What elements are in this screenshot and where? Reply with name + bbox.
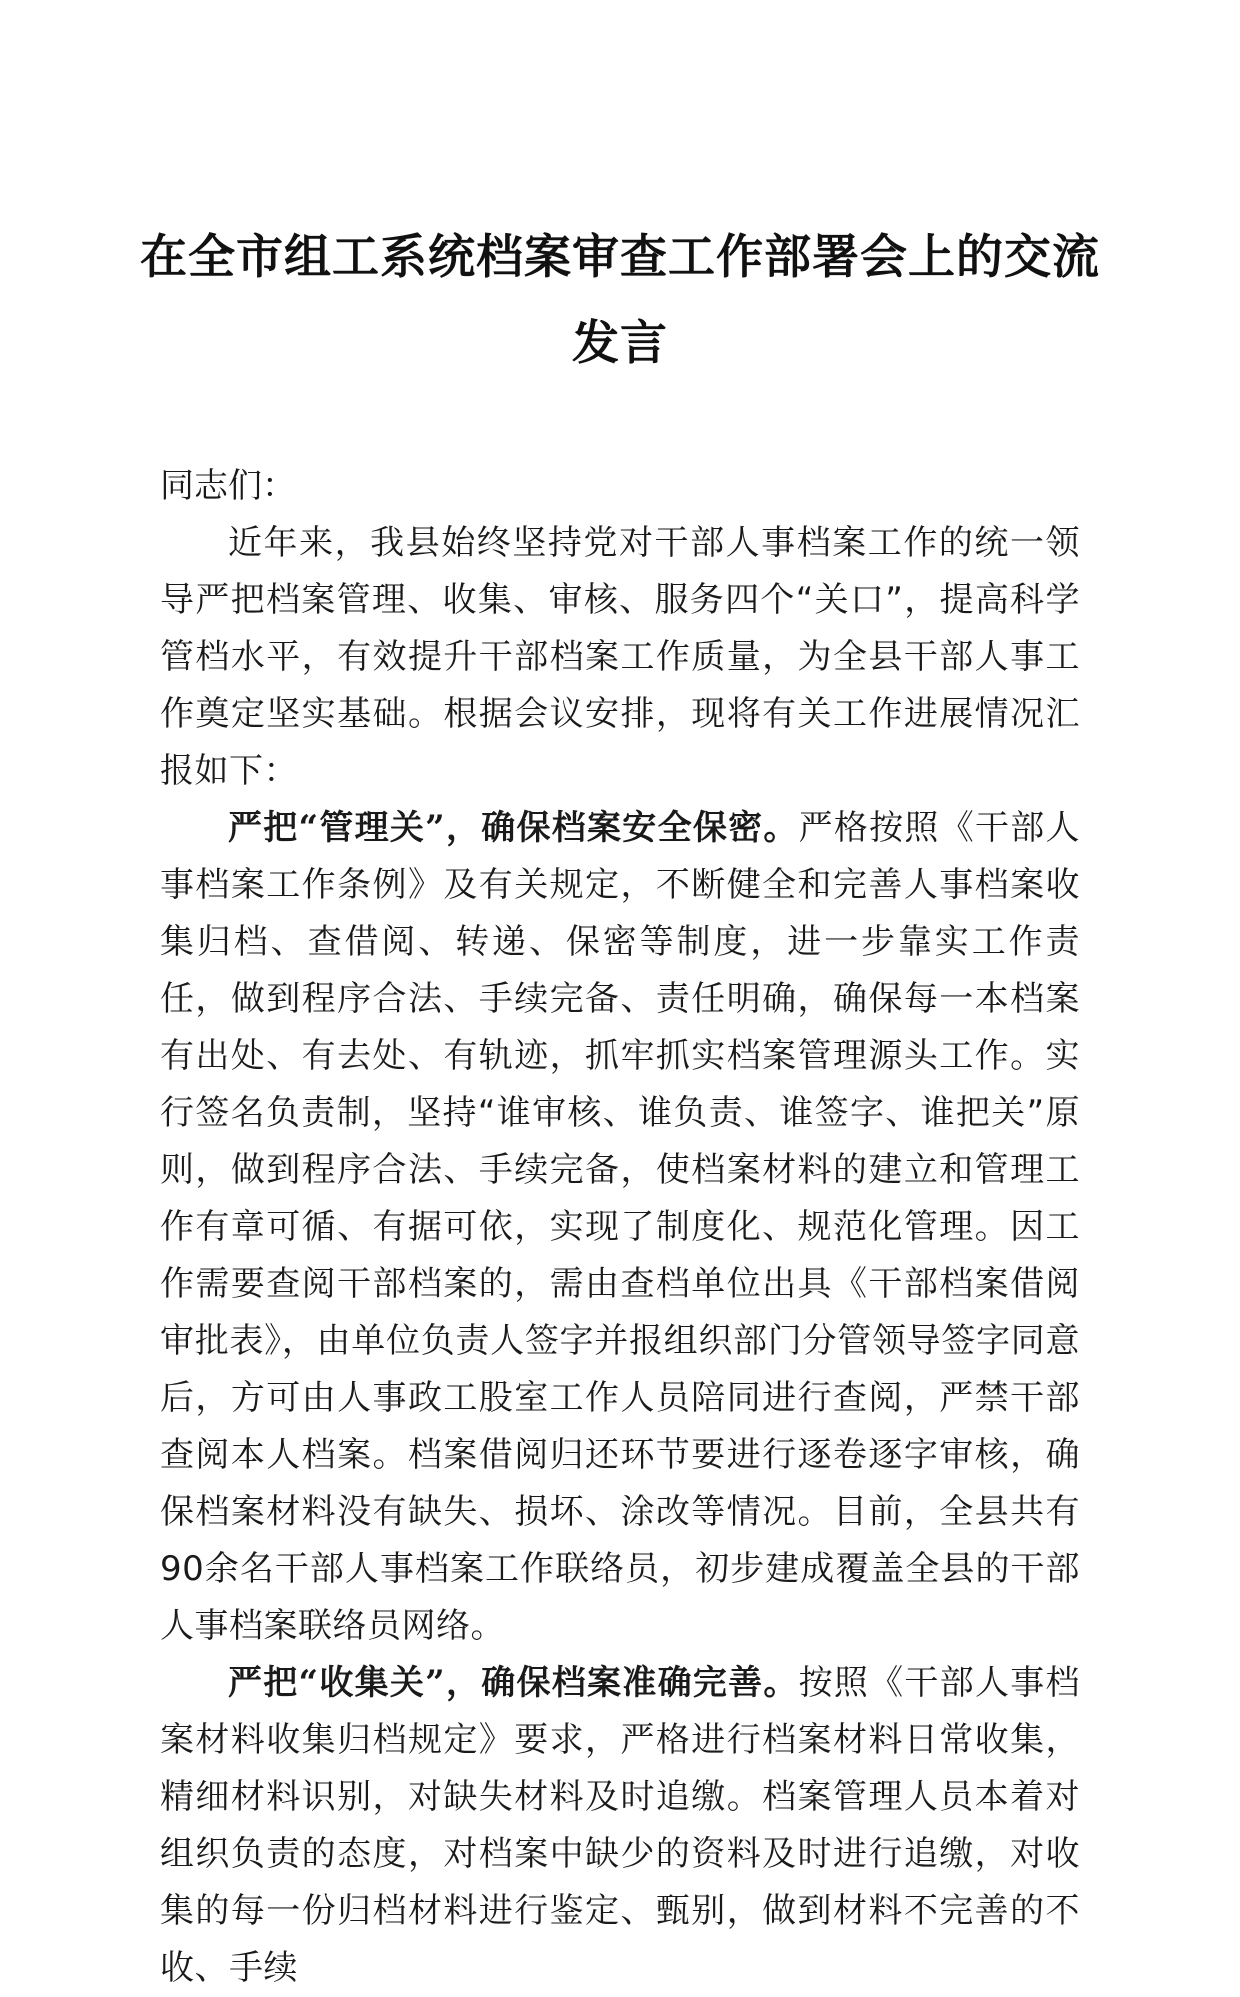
section-heading-collection: 严把“收集关”，确保档案准确完善。: [228, 1663, 799, 1703]
section-paragraph-management: [160, 800, 1080, 1655]
section-text-management: 严格按照《干部人事档案工作条例》及有关规定，不断健全和完善人事档案收集归档、查借阅、转递、保密等制度，进一步靠实工作责任，做到程序合法、手续完备、责任明确，确保每一本档案有出处、有去处、有轨迹，抓牢抓实档案管理源头工作。实行签名负责制，坚持“谁审核、谁负责、谁签字、谁把关”原则，做到程序合法、手续完备，使档案材料的建立和管理工作有章可循、有据可依，实现了制度化、规范化管理。因工作需要查阅干部档案的，需由查档单位出具《干部档案借阅审批表》，由单位负责人签字并报组织部门分管领导签字同意后，方可由人事政工股室工作人员陪同进行查阅，严禁干部查阅本人档案。档案借阅归还环节要进行逐卷逐字审核，确保档案材料没有缺失、损坏、涂改等情况。目前，全县共有90余名干部人事档案工作联络员，初步建成覆盖全县的干部人事档案联络员网络。: [160, 808, 1080, 1646]
document-body: [160, 458, 1080, 1997]
section-text-collection: 按照《干部人事档案材料收集归档规定》要求，严格进行档案材料日常收集，精细材料识别，对缺失材料及时追缴。档案管理人员本着对组织负责的态度，对档案中缺少的资料及时进行追缴，对收集的每一份归档材料进行鉴定、甄别，做到材料不完善的不收、手续: [160, 1663, 1080, 1988]
section-paragraph-collection: [160, 1655, 1080, 1997]
document-title: [140, 215, 1100, 387]
title-line-1: 在全市组工系统档案审查工作部署会上的交流: [140, 230, 1100, 285]
intro-paragraph: 近年来，我县始终坚持党对干部人事档案工作的统一领导严把档案管理、收集、审核、服务四个“关口”，提高科学管档水平，有效提升干部档案工作质量，为全县干部人事工作奠定坚实基础。根据会议安排，现将有关工作进展情况汇报如下：: [160, 523, 1080, 791]
title-line-2: 发言: [572, 316, 668, 371]
salutation: 同志们：: [160, 466, 296, 506]
section-heading-management: 严把“管理关”，确保档案安全保密。: [228, 808, 799, 848]
